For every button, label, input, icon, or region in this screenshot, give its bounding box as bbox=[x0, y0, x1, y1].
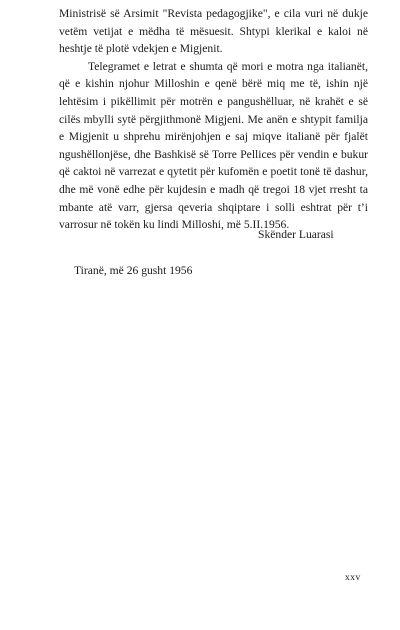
page-number: xxv bbox=[345, 573, 361, 583]
author-signature: Skënder Luarasi bbox=[258, 228, 334, 241]
paragraph-continued: Ministrisë së Arsimit "Revista pedagogjike", e cila vuri në dukje vetëm vetijat e mëdha të mësuesit. Shtypi klerikal e kaloi në heshtje të plotë vdekjen e Migjenit. bbox=[59, 7, 368, 56]
body-text bbox=[59, 5, 368, 234]
place-and-date: Tiranë, më 26 gusht 1956 bbox=[74, 264, 193, 277]
paragraph-telegrams: Telegramet e letrat e shumta që mori e motra nga italianët, që e kishin njohur Milloshin e qenë bërë miq me të, ishin një lehtësim i pikëllimit për motrën e pangushëlluar, në krahët e së cilës mbylli sytë përgjithmonë Migjeni. Me anën e shtypit familja e Migjenit u shprehu mirënjohjen e saj miqve italianë për fjalët ngushëllonjëse, dhe Bashkisë së Torre Pellices për vendin e bukur që caktoi në varrezat e qytetit për kufomën e poetit tonë të dashur, dhe më vonë edhe për kujdesin e madh që tregoi 18 vjet rresht ta mbante atë varr, gjersa qeveria shqiptare i solli eshtrat për t’i varrosur në tokën ku lindi Milloshi, më 5.II.1956. bbox=[59, 59, 368, 232]
